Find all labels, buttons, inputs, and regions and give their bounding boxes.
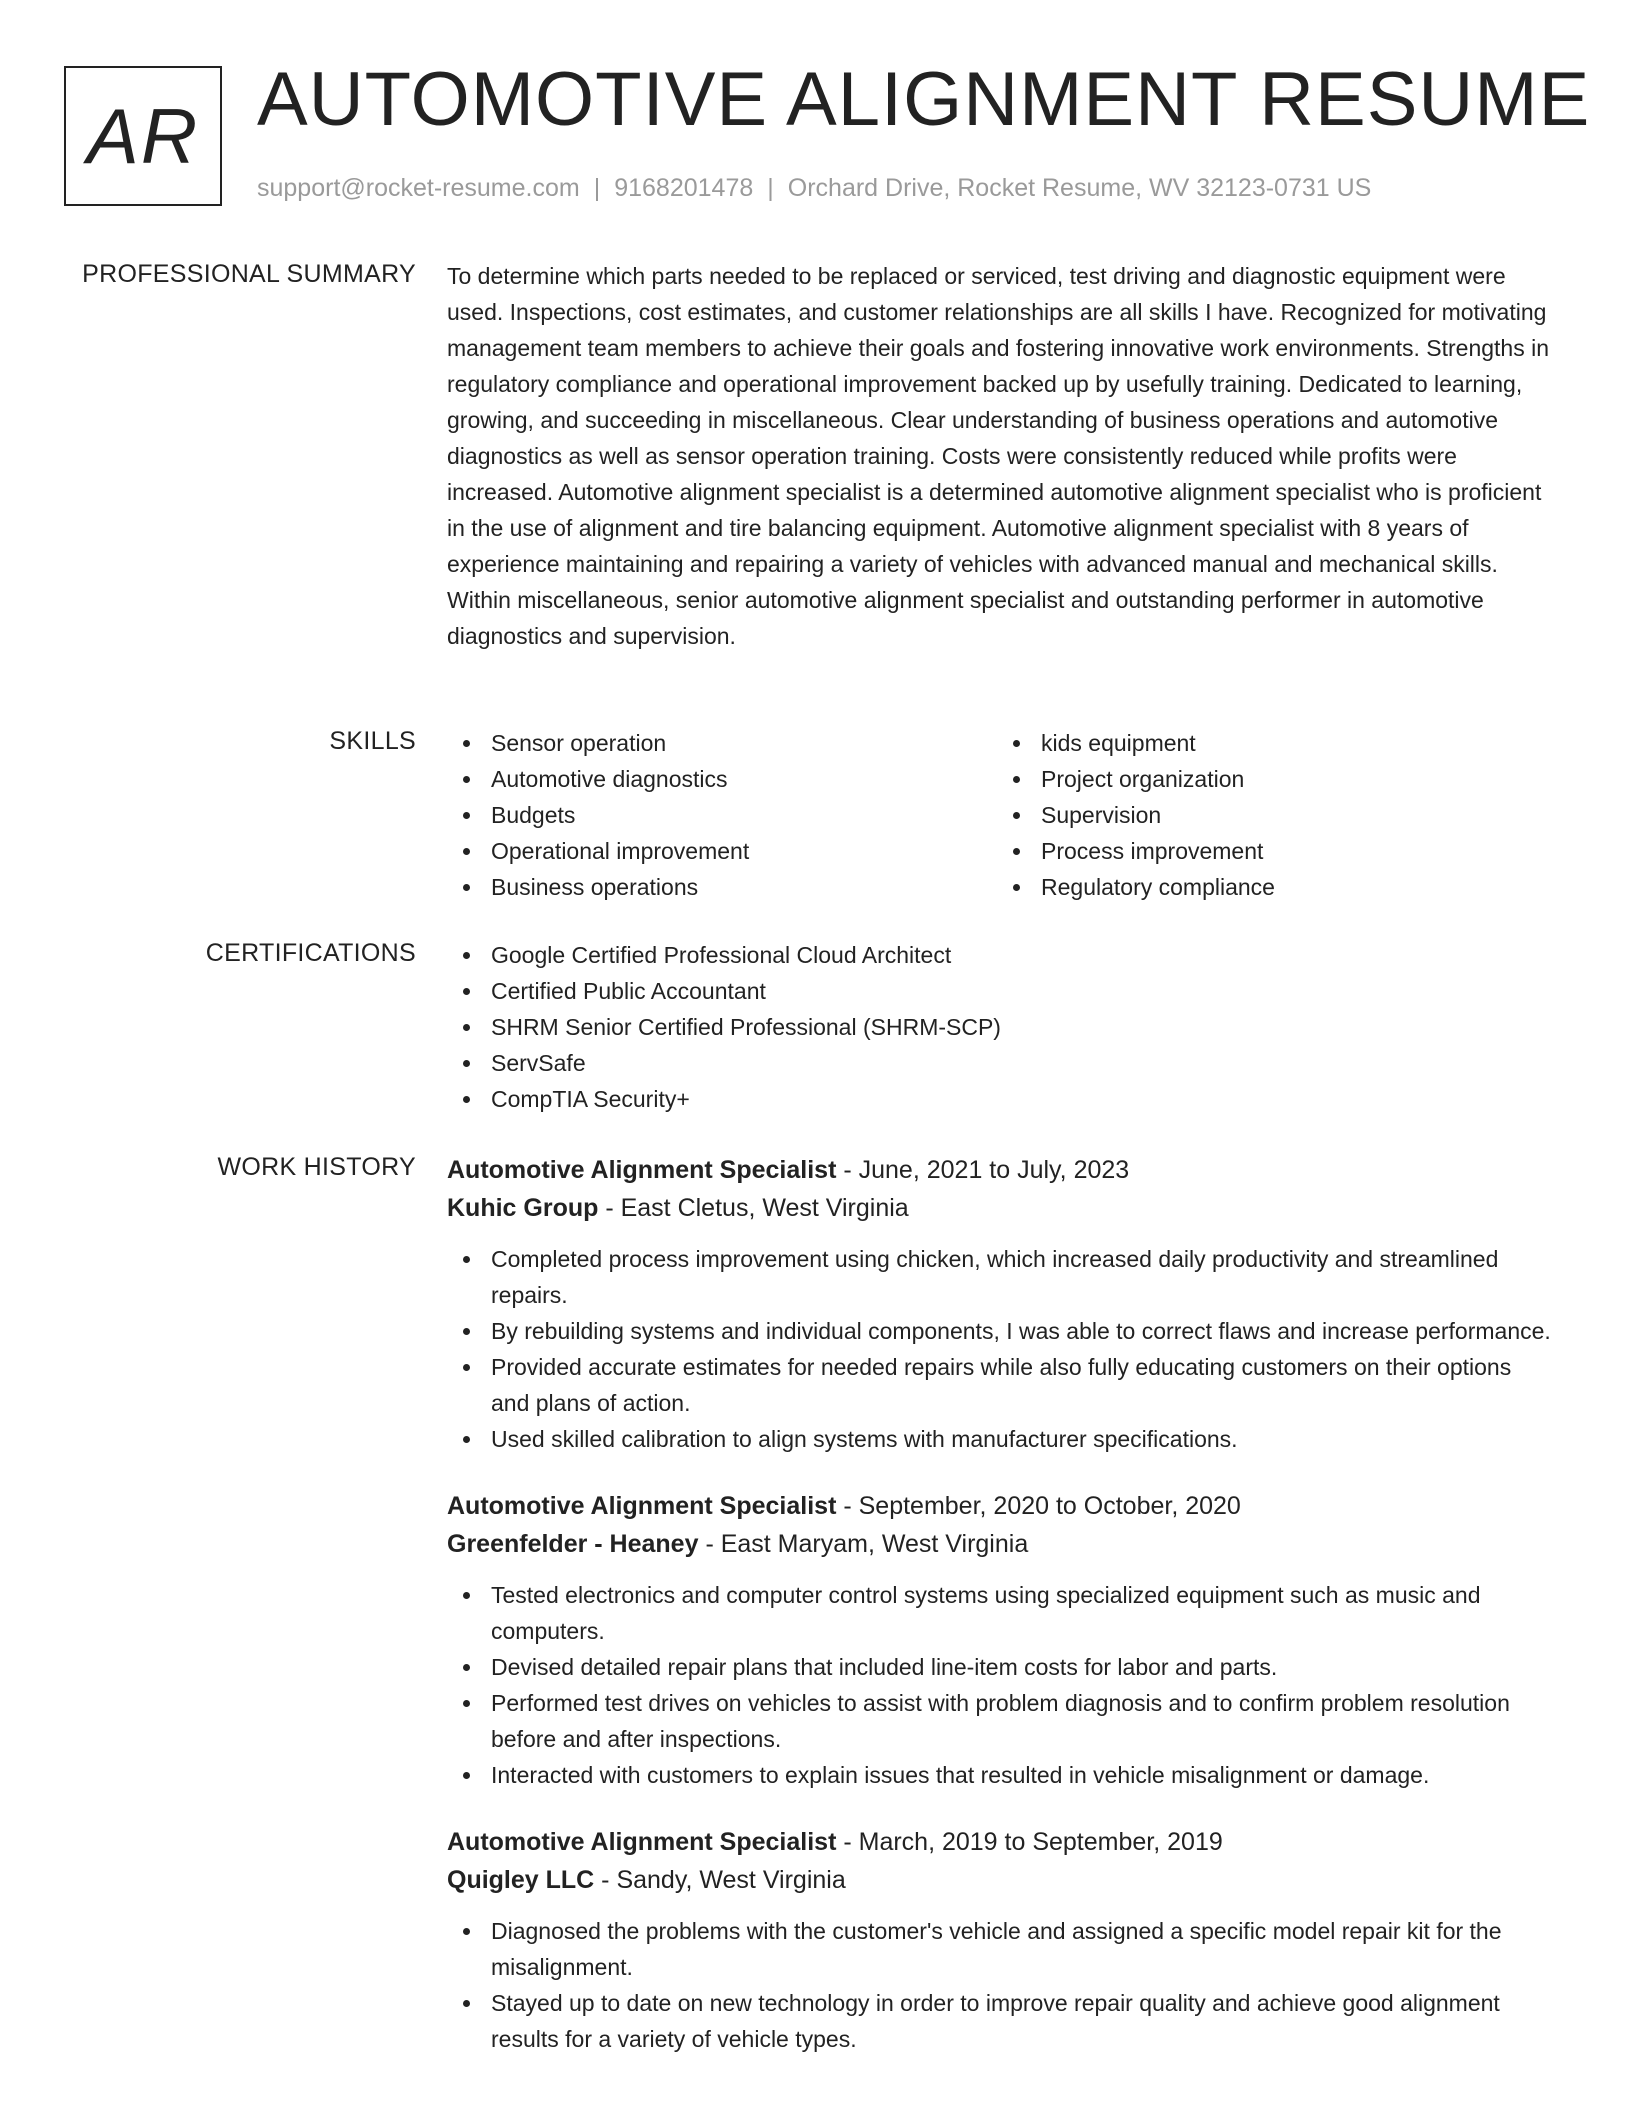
job-company: Greenfelder - Heaney	[447, 1530, 699, 1558]
certification-item: ServSafe	[447, 1045, 1552, 1081]
monogram-badge: AR	[64, 66, 222, 206]
certifications-list	[447, 937, 1552, 1117]
job-location: - Sandy, West Virginia	[594, 1866, 846, 1894]
job-duty-item: Diagnosed the problems with the customer's vehicle and assigned a specific model repair kit for the misalignment.	[447, 1913, 1552, 1985]
job-title-line	[447, 1151, 1552, 1189]
skill-item: Sensor operation	[447, 725, 997, 761]
job-duties	[447, 1913, 1552, 2057]
job-location: - East Maryam, West Virginia	[698, 1530, 1029, 1558]
contact-separator: |	[593, 174, 601, 202]
resume-header	[0, 0, 1632, 230]
contact-address: Orchard Drive, Rocket Resume, WV 32123-0731 US	[787, 174, 1372, 202]
job-title: Automotive Alignment Specialist	[447, 1492, 837, 1520]
skill-item: Operational improvement	[447, 833, 997, 869]
job-duty-item: Devised detailed repair plans that included line-item costs for labor and parts.	[447, 1649, 1552, 1685]
job-dates: - June, 2021 to July, 2023	[836, 1156, 1130, 1184]
job-duty-item: Tested electronics and computer control systems using specialized equipment such as music and computers.	[447, 1577, 1552, 1649]
contact-email: support@rocket-resume.com	[257, 174, 580, 202]
work-history-body	[447, 1151, 1552, 2087]
skill-item: Process improvement	[997, 833, 1547, 869]
job-location: - East Cletus, West Virginia	[598, 1194, 909, 1222]
job-dates: - March, 2019 to September, 2019	[836, 1828, 1223, 1856]
job-company-line	[447, 1189, 1552, 1227]
job-duty-item: Provided accurate estimates for needed repairs while also fully educating customers on their options and plans of action.	[447, 1349, 1552, 1421]
job-title-line	[447, 1487, 1552, 1525]
summary-body	[447, 258, 1552, 654]
job-duty-item: Completed process improvement using chicken, which increased daily productivity and streamlined repairs.	[447, 1241, 1552, 1313]
resume-title: AUTOMOTIVE ALIGNMENT RESUME	[257, 57, 1591, 142]
job-title: Automotive Alignment Specialist	[447, 1156, 837, 1184]
certification-item: Certified Public Accountant	[447, 973, 1552, 1009]
job-duty-item: Used skilled calibration to align systems with manufacturer specifications.	[447, 1421, 1552, 1457]
certification-item: CompTIA Security+	[447, 1081, 1552, 1117]
certification-item: Google Certified Professional Cloud Architect	[447, 937, 1552, 973]
job-title-line	[447, 1823, 1552, 1861]
job-duty-item: Stayed up to date on new technology in order to improve repair quality and achieve good alignment results for a variety of vehicle types.	[447, 1985, 1552, 2057]
job-duty-item: By rebuilding systems and individual components, I was able to correct flaws and increase performance.	[447, 1313, 1552, 1349]
summary-text: To determine which parts needed to be replaced or serviced, test driving and diagnostic equipment were used. Inspections, cost estimates, and customer relationships are all skills I have. Recognized for motivating management team members to achieve their goals and fostering innovative work environments. Strengths in regulatory compliance and operational improvement backed up by usefully training. Dedicated to learning, growing, and succeeding in miscellaneous. Clear understanding of business operations and automotive diagnostics as well as sensor operation training. Costs were consistently reduced while profits were increased. Automotive alignment specialist is a determined automotive alignment specialist who is proficient in the use of alignment and tire balancing equipment. Automotive alignment specialist with 8 years of experience maintaining and repairing a variety of vehicles with advanced manual and mechanical skills. Within miscellaneous, senior automotive alignment specialist and outstanding performer in automotive diagnostics and supervision.	[447, 263, 1550, 649]
job-company-line	[447, 1525, 1552, 1563]
skill-item: Business operations	[447, 869, 997, 905]
skill-item: Supervision	[997, 797, 1547, 833]
skill-item: Project organization	[997, 761, 1547, 797]
section-label-skills: SKILLS	[329, 727, 416, 755]
skills-list-left	[447, 725, 997, 905]
job-duty-item: Performed test drives on vehicles to assist with problem diagnosis and to confirm problem resolution before and after inspections.	[447, 1685, 1552, 1757]
skill-item: Budgets	[447, 797, 997, 833]
section-label-work-history: WORK HISTORY	[217, 1153, 416, 1181]
skill-item: Regulatory compliance	[997, 869, 1547, 905]
job-company: Kuhic Group	[447, 1194, 599, 1222]
job-title: Automotive Alignment Specialist	[447, 1828, 837, 1856]
job-entry	[447, 1487, 1552, 1793]
job-duties	[447, 1241, 1552, 1457]
contact-phone: 9168201478	[614, 174, 754, 202]
contact-line	[257, 174, 1371, 203]
job-duty-item: Interacted with customers to explain issues that resulted in vehicle misalignment or damage.	[447, 1757, 1552, 1793]
section-label-certifications: CERTIFICATIONS	[205, 939, 416, 967]
skill-item: kids equipment	[997, 725, 1547, 761]
contact-separator: |	[767, 174, 774, 202]
skills-list-right	[997, 725, 1547, 905]
job-company-line	[447, 1861, 1552, 1899]
job-company: Quigley LLC	[447, 1866, 595, 1894]
job-entry	[447, 1151, 1552, 1457]
certification-item: SHRM Senior Certified Professional (SHRM-SCP)	[447, 1009, 1552, 1045]
skills-body	[447, 725, 1552, 905]
job-dates: - September, 2020 to October, 2020	[836, 1492, 1241, 1520]
job-entry	[447, 1823, 1552, 2057]
section-label-summary: PROFESSIONAL SUMMARY	[82, 260, 416, 288]
job-duties	[447, 1577, 1552, 1793]
certifications-body	[447, 937, 1552, 1117]
skill-item: Automotive diagnostics	[447, 761, 997, 797]
